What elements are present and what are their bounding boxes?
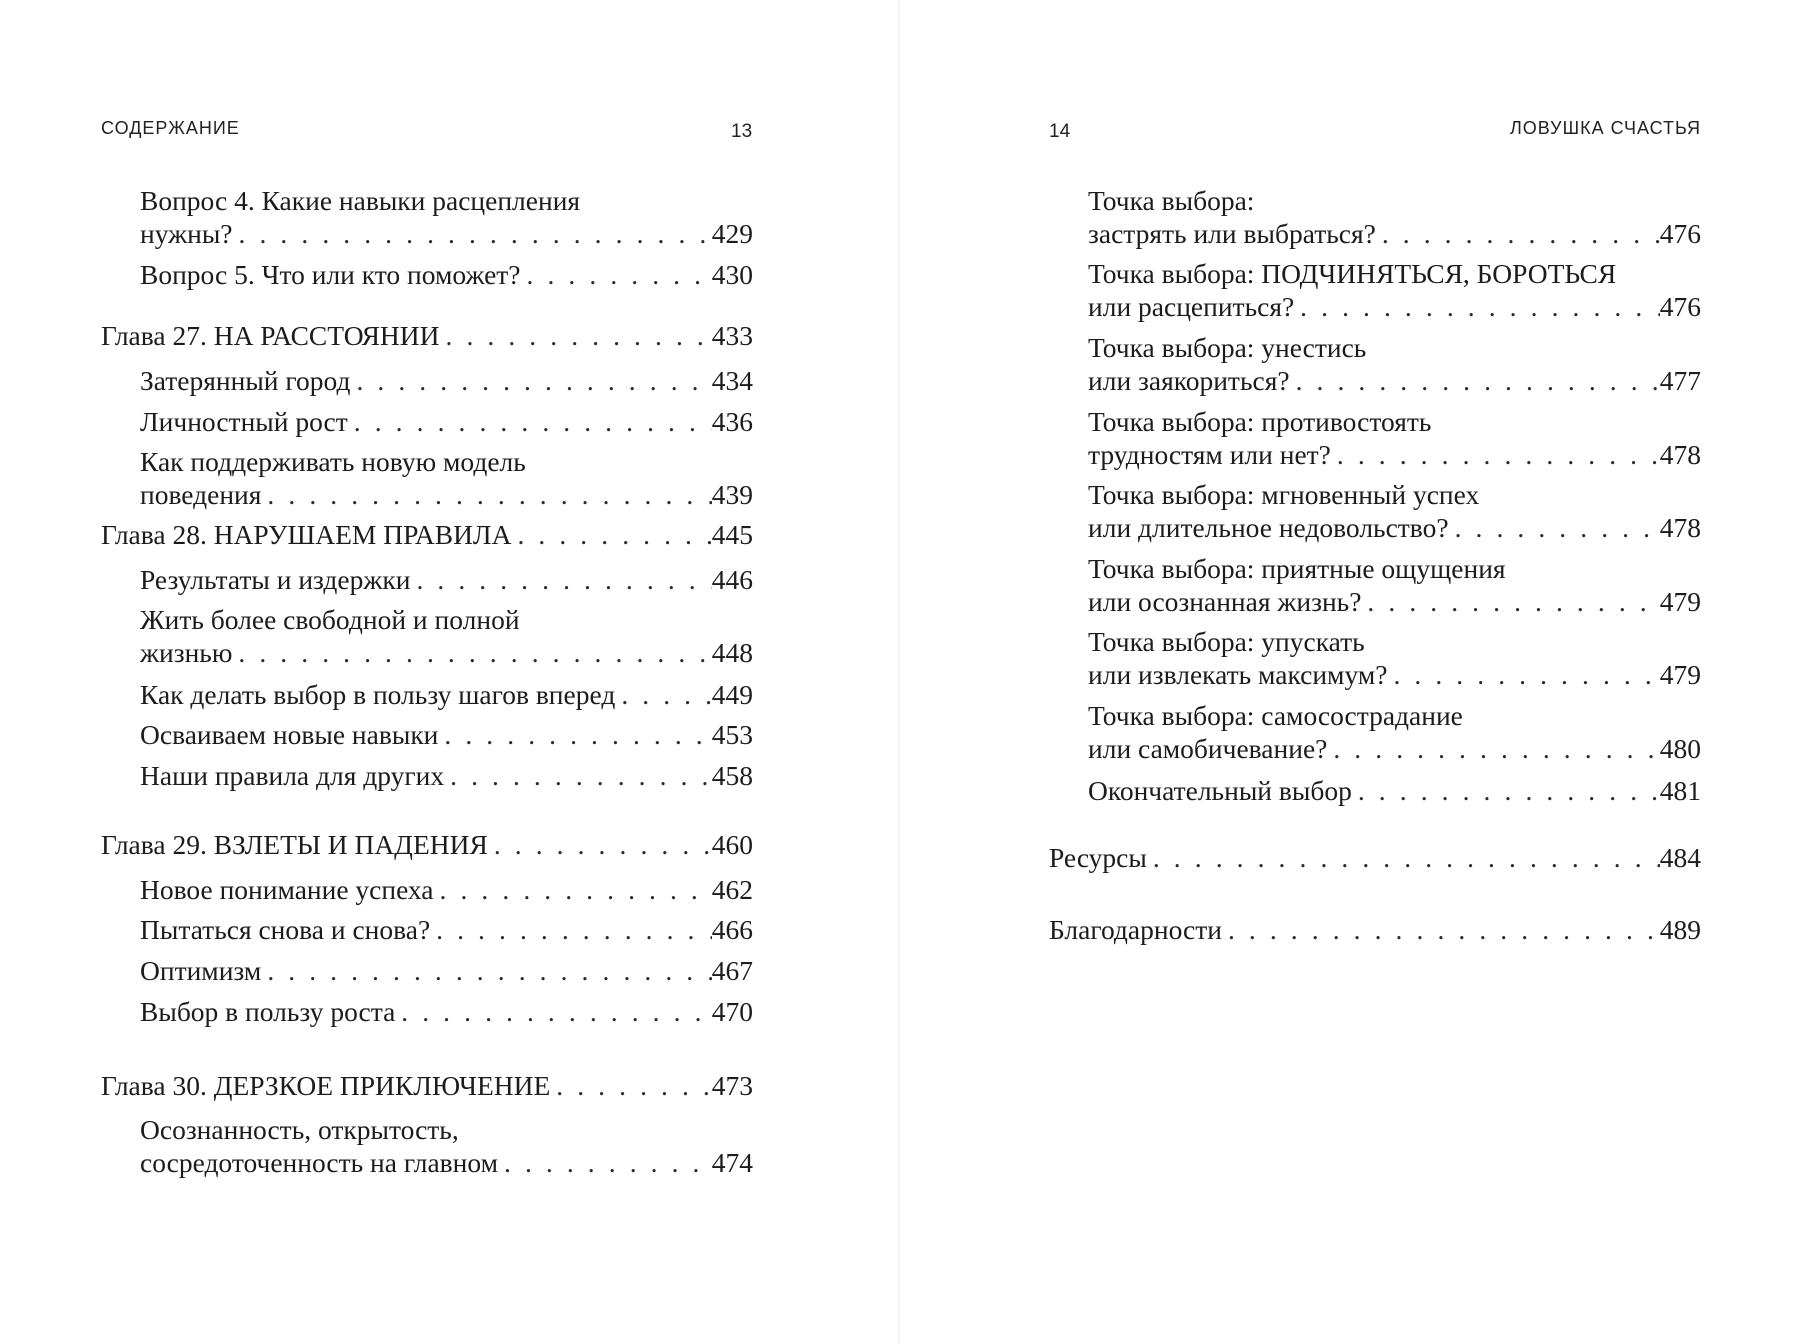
toc-entry-title: Как делать выбор в пользу шагов вперед [140, 679, 616, 710]
toc-entry-title: Личностный рост [140, 406, 348, 437]
dot-leader [1147, 841, 1660, 874]
dot-leader [440, 319, 712, 352]
toc-entry-title: Окончательный выбор [1088, 775, 1352, 806]
toc-entry-title: Затерянный город [140, 365, 351, 396]
dot-leader [550, 1069, 711, 1102]
dot-leader [410, 563, 711, 596]
toc-entry-title-line: Точка выбора: мгновенный успех [1088, 479, 1480, 510]
toc-entry-title-line: Точка выбора: самосострадание [1088, 700, 1463, 731]
toc-section-entry [140, 185, 753, 250]
toc-entry-page-number: 462 [711, 874, 753, 905]
dot-leader [498, 1146, 712, 1179]
toc-entry-title: Оптимизм [140, 955, 262, 986]
toc-entry-page-number: 484 [1659, 842, 1701, 873]
toc-entry-page-number: 436 [711, 406, 753, 437]
dot-leader [1331, 438, 1660, 471]
toc-entry-page-number: 473 [711, 1070, 753, 1101]
toc-entry-title-line: жизнью [140, 637, 233, 668]
dot-leader [1352, 774, 1660, 807]
toc-entry-page-number: 439 [711, 479, 753, 510]
toc-section-entry [1088, 258, 1701, 323]
toc-section-entry [140, 718, 753, 751]
toc-section-entry [1088, 185, 1701, 250]
toc-entry-page-number: 476 [1659, 218, 1701, 249]
toc-entry-title-line: застрять или выбраться? [1088, 218, 1376, 249]
toc-entry-page-number: 477 [1659, 365, 1701, 396]
toc-entry-page-number: 478 [1659, 512, 1701, 543]
toc-section-entry [140, 873, 753, 906]
toc-entry-title-line: поведения [140, 479, 262, 510]
page-number: 14 [1049, 121, 1071, 142]
toc-section-entry [140, 995, 753, 1028]
toc-entry-title-line: или осознанная жизнь? [1088, 586, 1362, 617]
dot-leader [1290, 364, 1660, 397]
dot-leader [1449, 511, 1660, 544]
toc-entry-page-number: 467 [711, 955, 753, 986]
toc-entry-page-number: 466 [711, 914, 753, 945]
toc-section-entry [1088, 700, 1701, 765]
toc-chapter-entry [1049, 913, 1701, 946]
toc-section-entry [1088, 626, 1701, 691]
toc-entry-title-line: Точка выбора: приятные ощущения [1088, 553, 1506, 584]
toc-section-entry [140, 604, 753, 669]
toc-entry-page-number: 481 [1659, 775, 1701, 806]
dot-leader [1222, 913, 1660, 946]
toc-entry-title: Ресурсы [1049, 842, 1147, 873]
toc-section-entry [140, 446, 753, 511]
toc-entry-title: Результаты и издержки [140, 564, 411, 595]
toc-section-entry [140, 954, 753, 987]
toc-entry-page-number: 479 [1659, 659, 1701, 690]
toc-entry-title-line: Точка выбора: ПОДЧИНЯТЬСЯ, БОРОТЬСЯ [1088, 258, 1617, 289]
toc-section-entry [1088, 774, 1701, 807]
toc-entry-page-number: 430 [711, 259, 753, 290]
toc-entry-page-number: 479 [1659, 586, 1701, 617]
dot-leader [615, 678, 711, 711]
dot-leader [1387, 658, 1659, 691]
toc-chapter-entry [1049, 841, 1701, 874]
toc-entry-title: Осваиваем новые навыки [140, 719, 439, 750]
toc-section-entry [140, 405, 753, 438]
toc-section-entry [140, 563, 753, 596]
toc-chapter-entry [101, 518, 753, 551]
dot-leader [444, 759, 712, 792]
toc-entry-title-line: Точка выбора: упускать [1088, 626, 1365, 657]
toc-section-entry [140, 364, 753, 397]
toc-entry-page-number: 448 [711, 637, 753, 668]
dot-leader [350, 364, 711, 397]
dot-leader [521, 258, 712, 291]
toc-entry-page-number: 480 [1659, 733, 1701, 764]
toc-chapter-entry [101, 319, 753, 352]
toc-section-entry [1088, 553, 1701, 618]
toc-section-entry [140, 759, 753, 792]
dot-leader [1361, 585, 1659, 618]
toc-entry-page-number: 458 [711, 760, 753, 791]
toc-entry-title-line: Точка выбора: противостоять [1088, 406, 1432, 437]
toc-entry-title: Глава 29. ВЗЛЕТЫ И ПАДЕНИЯ [101, 829, 488, 860]
toc-chapter-entry [101, 1069, 753, 1102]
toc-entry-page-number: 453 [711, 719, 753, 750]
toc-entry-title: Вопрос 5. Что или кто поможет? [140, 259, 521, 290]
toc-section-entry [140, 1114, 753, 1179]
toc-entry-page-number: 445 [711, 519, 753, 550]
toc-entry-page-number: 449 [711, 679, 753, 710]
dot-leader [1327, 732, 1659, 765]
toc-entry-title-line: Жить более свободной и полной [140, 604, 520, 635]
toc-entry-title-line: Как поддерживать новую модель [140, 446, 526, 477]
toc-entry-page-number: 434 [711, 365, 753, 396]
dot-leader [488, 828, 712, 861]
toc-entry-title-line: Точка выбора: унестись [1088, 332, 1367, 363]
toc-section-entry [1088, 406, 1701, 471]
right-page [900, 0, 1798, 1344]
dot-leader [438, 718, 711, 751]
running-header: ЛОВУШКА СЧАСТЬЯ [1509, 118, 1701, 138]
toc-entry-title: Выбор в пользу роста [140, 996, 396, 1027]
dot-leader [1376, 217, 1660, 250]
dot-leader [348, 405, 712, 438]
toc-entry-page-number: 476 [1659, 291, 1701, 322]
toc-entry-title: Глава 30. ДЕРЗКОЕ ПРИКЛЮЧЕНИЕ [101, 1070, 551, 1101]
toc-entry-page-number: 470 [711, 996, 753, 1027]
toc-entry-title-line: Вопрос 4. Какие навыки расцепления [140, 185, 581, 216]
toc-section-entry [140, 913, 753, 946]
dot-leader [261, 954, 711, 987]
toc-entry-page-number: 489 [1659, 914, 1701, 945]
toc-entry-title-line: или заякориться? [1088, 365, 1290, 396]
dot-leader [1294, 290, 1660, 323]
toc-entry-title-line: Осознанность, открытость, [140, 1114, 459, 1145]
toc-chapter-entry [101, 828, 753, 861]
toc-entry-title-line: сосредоточенность на главном [140, 1147, 498, 1178]
toc-section-entry [1088, 332, 1701, 397]
dot-leader [232, 636, 711, 669]
toc-entry-title-line: нужны? [140, 218, 233, 249]
toc-entry-page-number: 429 [711, 218, 753, 249]
toc-entry-title-line: или длительное недовольство? [1088, 512, 1449, 543]
toc-entry-page-number: 478 [1659, 439, 1701, 470]
left-page [0, 0, 898, 1344]
toc-entry-page-number: 474 [711, 1147, 753, 1178]
dot-leader [261, 478, 711, 511]
dot-leader [511, 518, 711, 551]
dot-leader [434, 873, 712, 906]
dot-leader [233, 217, 712, 250]
toc-section-entry [140, 258, 753, 291]
running-header: СОДЕРЖАНИЕ [101, 118, 240, 138]
toc-entry-title-line: или самобичевание? [1088, 733, 1328, 764]
toc-section-entry [1088, 479, 1701, 544]
toc-entry-page-number: 460 [711, 829, 753, 860]
dot-leader [395, 995, 711, 1028]
dot-leader [430, 913, 712, 946]
toc-entry-title: Глава 28. НАРУШАЕМ ПРАВИЛА [101, 519, 512, 550]
toc-entry-title-line: Точка выбора: [1088, 185, 1255, 216]
toc-entry-title-line: или расцепиться? [1088, 291, 1295, 322]
page-number: 13 [731, 121, 753, 142]
toc-entry-title-line: или извлекать максимум? [1088, 659, 1388, 690]
toc-entry-title: Новое понимание успеха [140, 874, 434, 905]
toc-entry-title-line: трудностям или нет? [1088, 439, 1331, 470]
toc-entry-title: Глава 27. НА РАССТОЯНИИ [101, 320, 440, 351]
toc-entry-title: Пытаться снова и снова? [140, 914, 431, 945]
toc-entry-page-number: 446 [711, 564, 753, 595]
toc-section-entry [140, 678, 753, 711]
toc-entry-page-number: 433 [711, 320, 753, 351]
toc-entry-title: Благодарности [1049, 914, 1222, 945]
toc-entry-title: Наши правила для других [140, 760, 445, 791]
